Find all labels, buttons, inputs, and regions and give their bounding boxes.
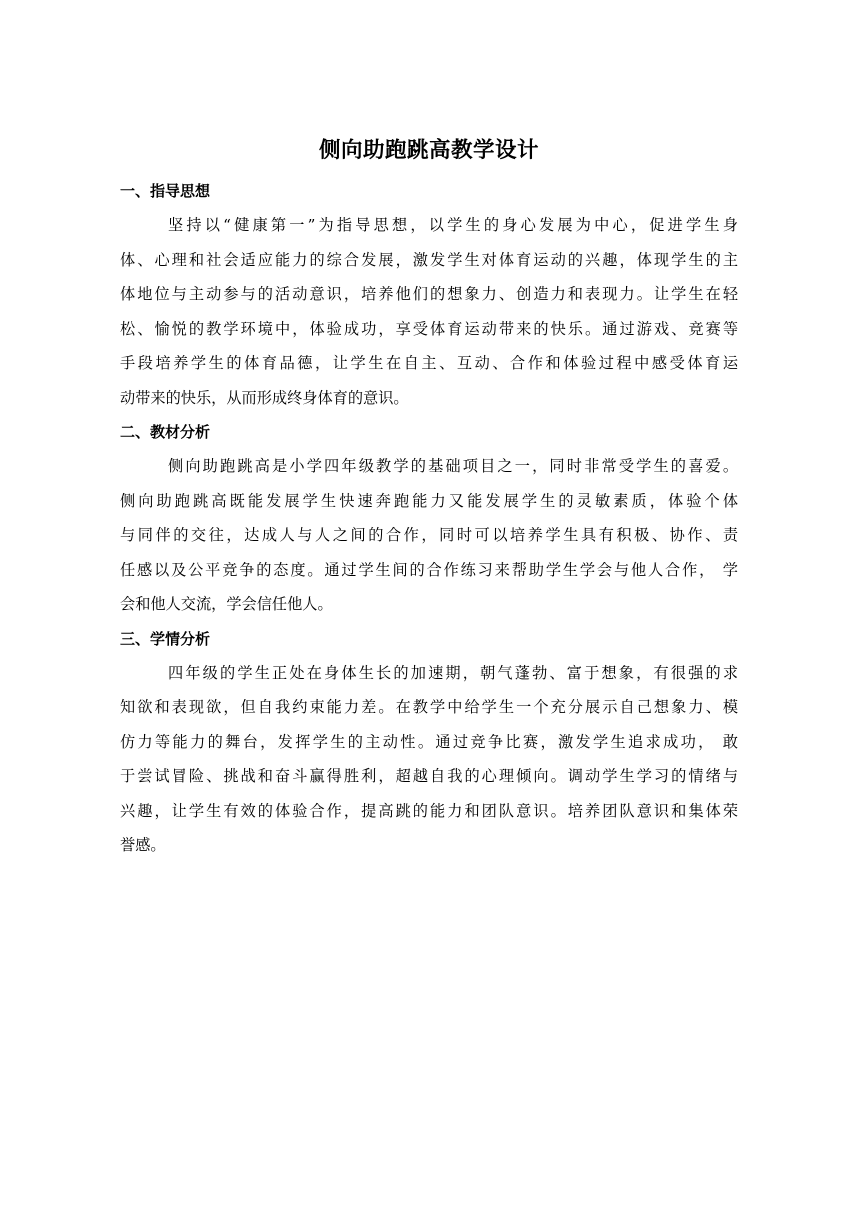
paragraph-line: 体地位与主动参与的活动意识，培养他们的想象力、创造力和表现力。让学生在轻 <box>120 285 738 303</box>
paragraph-line: 会和他人交流，学会信任他人。 <box>120 595 333 613</box>
paragraph-line: 侧向助跑跳高既能发展学生快速奔跑能力又能发展学生的灵敏素质，体验个体 <box>120 491 738 510</box>
section-paragraph-material-analysis <box>120 449 738 622</box>
paragraph-line: 体、心理和社会适应能力的综合发展，激发学生对体育运动的兴趣，体现学生的主 <box>120 250 738 269</box>
paragraph-line: 知欲和表现欲，但自我约束能力差。在教学中给学生一个充分展示自己想象力、模 <box>120 698 738 716</box>
paragraph-line: 四年级的学生正处在身体生长的加速期，朝气蓬勃、富于想象，有很强的求 <box>168 663 738 682</box>
paragraph-line: 侧向助跑跳高是小学四年级教学的基础项目之一，同时非常受学生的喜爱。 <box>168 457 738 475</box>
section-heading-guiding-ideology: 一、指导思想 <box>120 182 211 200</box>
paragraph-line: 手段培养学生的体育品德，让学生在自主、互动、合作和体验过程中感受体育运 <box>120 354 738 372</box>
paragraph-line: 动带来的快乐，从而形成终身体育的意识。 <box>120 388 409 407</box>
paragraph-line: 坚持以“健康第一”为指导思想，以学生的身心发展为中心，促进学生身 <box>168 216 738 234</box>
paragraph-line: 仿力等能力的舞台，发挥学生的主动性。通过竞争比赛，激发学生追求成功， 敢 <box>120 732 738 751</box>
paragraph-line: 兴趣，让学生有效的体验合作，提高跳的能力和团队意识。培养团队意识和集体荣 <box>120 801 738 820</box>
paragraph-line: 任感以及公平竞争的态度。通过学生间的合作练习来帮助学生学会与他人合作， 学 <box>120 560 738 579</box>
document-page <box>120 134 738 863</box>
section-heading-material-analysis: 二、教材分析 <box>120 423 211 441</box>
paragraph-line: 与同伴的交往，达成人与人之间的合作，同时可以培养学生具有积极、协作、责 <box>120 526 738 544</box>
paragraph-line: 誉感。 <box>120 836 166 854</box>
section-paragraph-guiding-ideology <box>120 208 738 415</box>
section-paragraph-learner-analysis <box>120 656 738 863</box>
section-heading-learner-analysis: 三、学情分析 <box>120 629 211 648</box>
document-title: 侧向助跑跳高教学设计 <box>318 138 539 163</box>
paragraph-line: 于尝试冒险、挑战和奋斗赢得胜利，超越自我的心理倾向。调动学生学习的情绪与 <box>120 767 738 785</box>
paragraph-line: 松、愉悦的教学环境中，体验成功，享受体育运动带来的快乐。通过游戏、竞赛等 <box>120 319 738 338</box>
